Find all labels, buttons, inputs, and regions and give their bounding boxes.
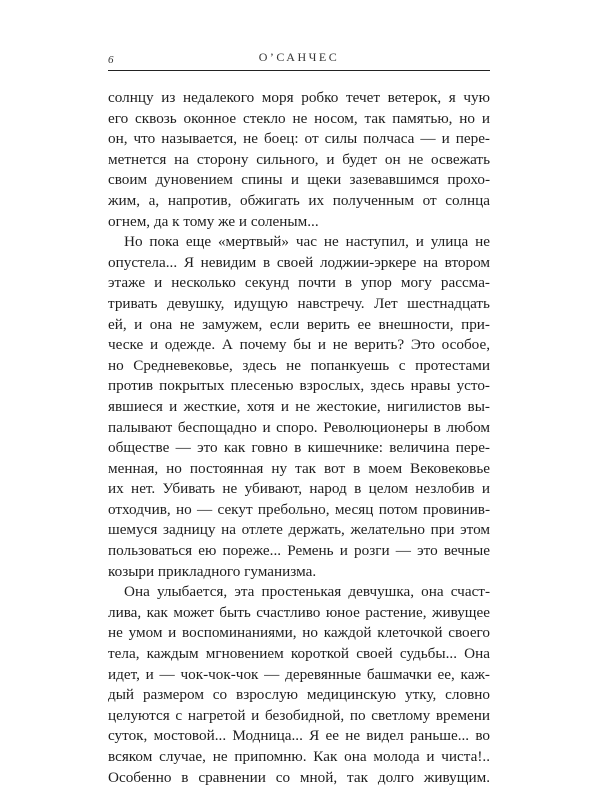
text-line: их нет. Убивать не убивают, народ в целом незлобив и [108, 480, 490, 498]
text-line: он, что называется, не боец: от силы полчаса — и пере- [108, 130, 490, 148]
running-title: О’САНЧЕС [258, 50, 340, 64]
paragraph-3 [108, 582, 490, 788]
text-line: явшиеся и жесткие, хотя и не жестокие, нигилистов вы- [108, 397, 490, 415]
text-line: огнем, да к тому же и соленым... [108, 212, 319, 230]
text-line: тривать девушку, идущую навстречу. Лет шестнадцать [108, 294, 490, 312]
text-line: его сквозь оконное стекло не носом, так памятью, но и [108, 109, 490, 127]
paragraph-1 [108, 88, 490, 232]
page-header [108, 42, 490, 71]
text-line: лива, как может быть счастливо юное растение, живущее [108, 603, 490, 621]
text-line: Она улыбается, эта простенькая девчушка, она счаст- [124, 583, 490, 601]
text-line: метнется на сторону сильного, и будет он не освежать [108, 150, 490, 168]
text-line: но Средневековье, здесь не попанкуешь с протестами [108, 356, 490, 374]
text-line: против покрытых плесенью взрослых, здесь нравы усто- [108, 377, 490, 395]
text-line: козыри прикладного гуманизма. [108, 562, 317, 580]
text-line: Особенно в сравнении со мной, так долго живущим. [108, 768, 490, 786]
text-line: целуются с нагретой и безобидной, по светлому времени [108, 706, 490, 724]
text-line: суток, мостовой... Модница... Я ее не видел раньше... во [108, 727, 490, 745]
text-line: отходчив, но — секут пребольно, месяц потом провинив- [108, 500, 490, 518]
text-line: тела, каждым мгновением короткой своей судьбы... Она [108, 645, 490, 663]
text-line: ей, и она не замужем, если верить ее внешности, при- [108, 315, 490, 333]
text-line: ческе и одежде. А почему бы и не верить? Это особое, [108, 336, 490, 354]
text-line: обществе — это как говно в кишечнике: величина пере- [108, 439, 490, 457]
text-line: идет, и — чок-чок-чок — деревянные башмачки ее, каж- [108, 665, 490, 683]
text-line: менная, но постоянная ну так вот в моем Вековековье [108, 459, 490, 477]
text-line: Но пока еще «мертвый» час не наступил, и улица не [124, 233, 490, 251]
text-line: не умом и воспоминаниями, но каждой клеточкой своего [108, 624, 490, 642]
text-line: этаже и несколько секунд почти в упор могу рассма- [108, 274, 490, 292]
text-line: шемуся задницу на отлете держать, желательно при этом [108, 521, 490, 539]
text-line: своим дуновением спины и щеки зазевавшимся прохо- [108, 171, 490, 189]
page-number: 6 [108, 54, 114, 66]
text-line: опустела... Я невидим в своей лоджии-эркере на втором [108, 253, 490, 271]
text-line: всяком случае, не припомню. Как она молода и чиста!.. [108, 748, 490, 765]
text-line: дый размером со взрослую медицинскую утку, словно [108, 686, 490, 704]
text-line: жим, а, напротив, обжигать их полученным от солнца [108, 191, 490, 209]
text-line: солнцу из недалекого моря робко течет ветерок, я чую [108, 89, 490, 106]
paragraph-2 [108, 232, 490, 582]
body-text [108, 88, 490, 788]
text-line: пользоваться ею пореже... Ремень и розги — это вечные [108, 542, 490, 560]
text-line: палывают беспощадно и споро. Революционеры в любом [108, 418, 490, 436]
